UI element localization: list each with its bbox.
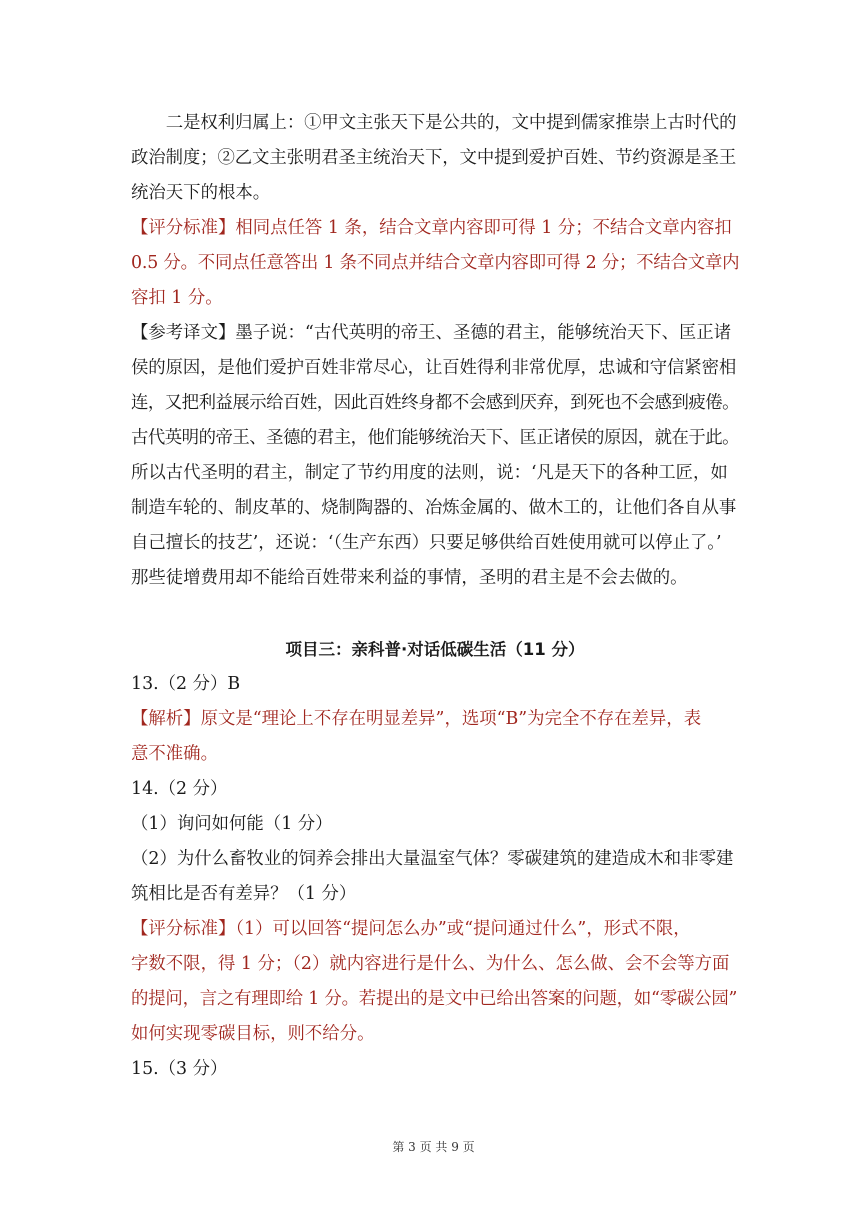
analysis-text: 原文是“理论上不存在明显差异”，选项“B”为完全不存在差异，表: [200, 709, 702, 729]
question-13: [131, 667, 739, 772]
text-line: [131, 316, 739, 351]
rights-paragraph: [131, 106, 739, 211]
text-line: [131, 211, 739, 246]
translation-tag: 【参考译文】: [131, 323, 236, 343]
question-label: 15.（3 分）: [131, 1059, 228, 1079]
page-footer: 第 3 页 共 9 页: [392, 1140, 475, 1154]
scoring-tag: 【评分标准】: [131, 919, 236, 939]
text-line: 容扣 1 分。: [131, 288, 223, 308]
question-label: 13.（2 分）B: [131, 674, 241, 694]
question-14: [131, 772, 739, 1052]
text-line: 统治天下的根本。: [131, 183, 271, 203]
text-line: （2）为什么畜牧业的饲养会排出大量温室气体？零碳建筑的建造成木和非零建: [131, 849, 734, 869]
text-line: 自己擅长的技艺’，还说：‘（生产东西）只要足够供给百姓使用就可以停止了。’: [131, 533, 722, 553]
scoring-tag: 【评分标准】: [131, 218, 236, 238]
analysis-tag: 【解析】: [131, 709, 201, 729]
text-line: 那些徒增费用却不能给百姓带来利益的事情，圣明的君主是不会去做的。: [131, 568, 688, 588]
section-title: 项目三：亲科普·对话低碳生活（11 分）: [285, 640, 585, 659]
text-line: 筑相比是否有差异？（1 分）: [131, 884, 357, 904]
text-line: 政治制度；②乙文主张明君圣主统治天下，文中提到爱护百姓、节约资源是圣王: [131, 148, 737, 168]
question-label: 14.（2 分）: [131, 779, 228, 799]
answer-1: （1）询问如何能（1 分）: [131, 814, 333, 834]
text-line: 如何实现零碳目标，则不给分。: [131, 1024, 375, 1044]
scoring-text: 相同点任答 1 条，结合文章内容即可得 1 分；不结合文章内容扣: [235, 218, 732, 238]
text-line: [131, 702, 739, 737]
text-line: 古代英明的帝王、圣德的君主，他们能够统治天下、匡正诸侯的原因，就在于此。: [131, 428, 740, 448]
text-line: 所以古代圣明的君主，制定了节约用度的法则，说：‘凡是天下的各种工匠，如: [131, 463, 728, 483]
text-line: 意不准确。: [131, 744, 218, 764]
text-line: [131, 912, 739, 947]
question-15: [131, 1052, 739, 1087]
scoring-standard-1: [131, 211, 739, 316]
text-line: 二是权利归属上：①甲文主张天下是公共的，文中提到儒家推崇上古时代的: [165, 113, 737, 133]
reference-translation: [131, 316, 739, 596]
text-line: 连，又把利益展示给百姓，因此百姓终身都不会感到厌弃，到死也不会感到疲倦。: [131, 393, 740, 413]
page-content: [131, 106, 739, 1087]
scoring-text: （1）可以回答“提问怎么办”或“提问通过什么”，形式不限，: [235, 919, 691, 939]
text-line: 侯的原因，是他们爱护百姓非常尽心，让百姓得利非常优厚，忠诚和守信紧密相: [131, 358, 737, 378]
translation-text: 墨子说：“古代英明的帝王、圣德的君主，能够统治天下、匡正诸: [235, 323, 732, 343]
text-line: 字数不限，得 1 分；（2）就内容进行是什么、为什么、怎么做、会不会等方面: [131, 954, 730, 974]
text-line: 0.5 分。不同点任意答出 1 条不同点并结合文章内容即可得 2 分；不结合文章内: [131, 253, 740, 273]
text-line: 的提问，言之有理即给 1 分。若提出的是文中已给出答案的问题，如“零碳公园”: [131, 989, 738, 1009]
text-line: 制造车轮的、制皮革的、烧制陶器的、冶炼金属的、做木工的，让他们各自从事: [131, 498, 737, 518]
